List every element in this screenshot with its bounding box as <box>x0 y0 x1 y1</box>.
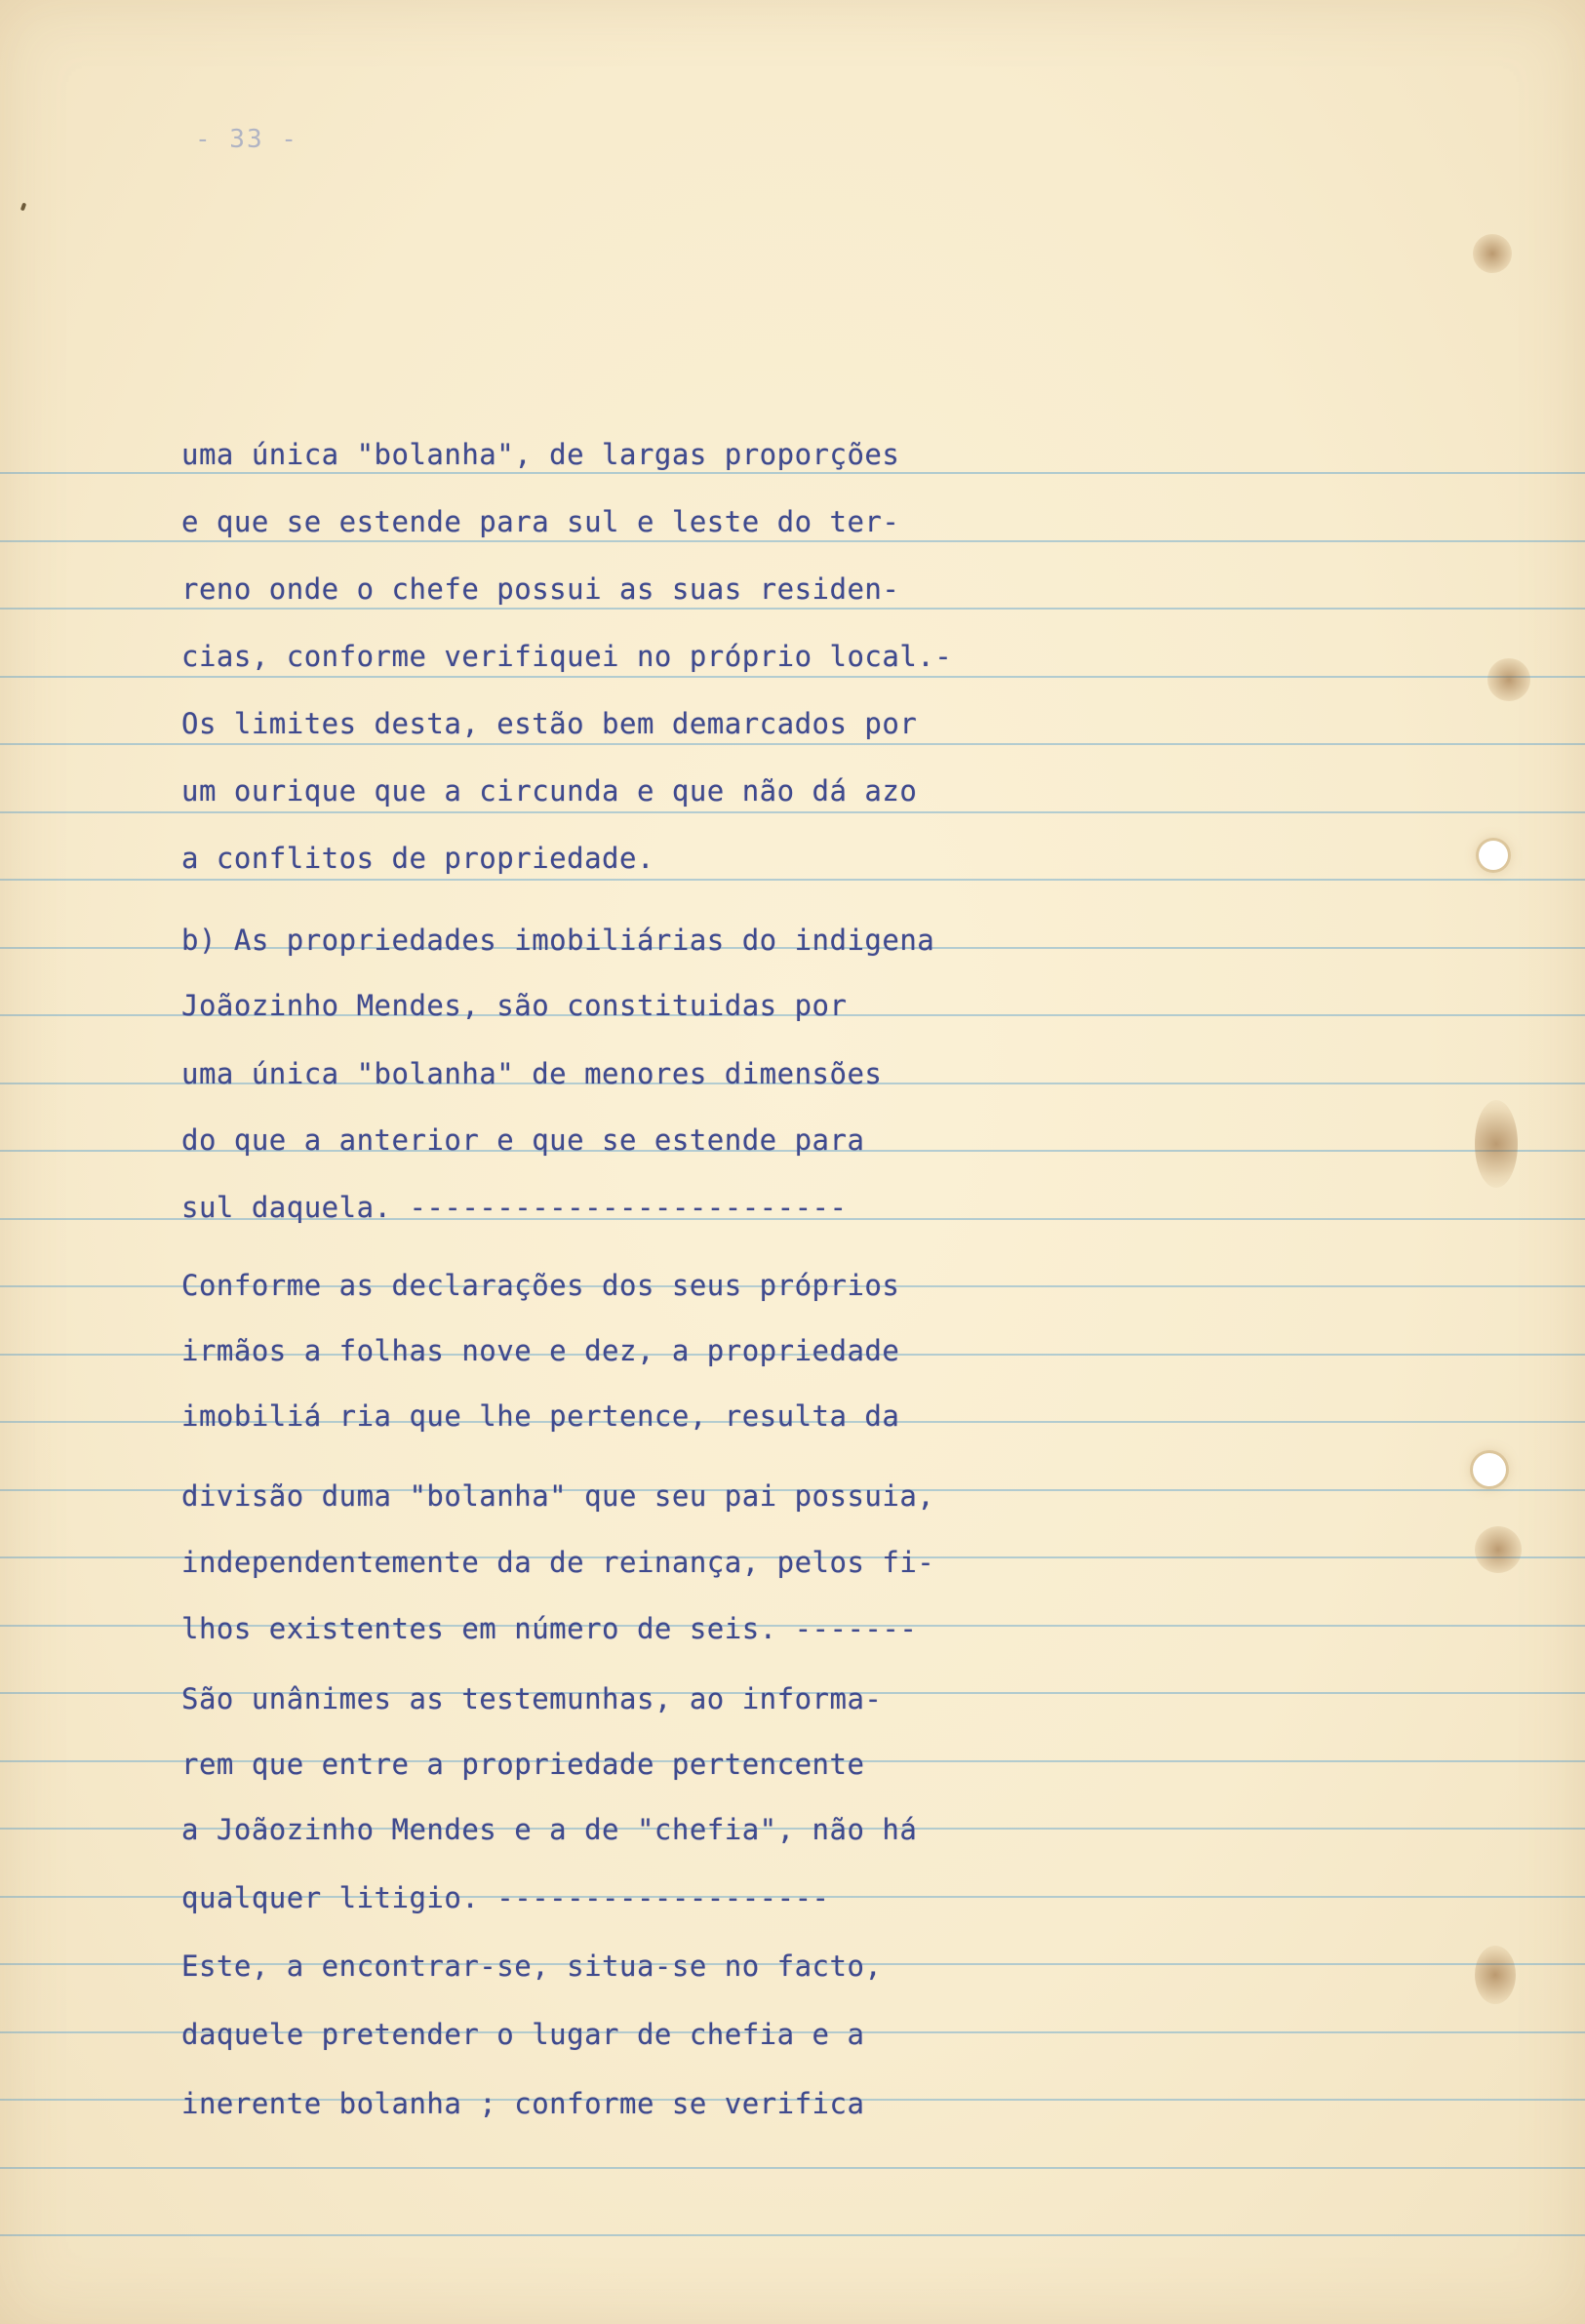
text-line: uma única "bolanha", de largas proporções <box>181 438 900 471</box>
rust-spot <box>1475 1526 1522 1573</box>
text-line: b) As propriedades imobiliárias do indigena <box>181 924 935 957</box>
text-line: a conflitos de propriedade. <box>181 842 654 875</box>
punch-hole <box>1473 1453 1506 1486</box>
ruled-line <box>0 2167 1585 2169</box>
text-line: sul daquela. ------------------------- <box>181 1191 848 1224</box>
ruled-line <box>0 540 1585 542</box>
text-line: reno onde o chefe possui as suas residen- <box>181 572 900 606</box>
ruled-line <box>0 879 1585 881</box>
text-line: a Joãozinho Mendes e a de "chefia", não há <box>181 1813 918 1846</box>
text-line: e que se estende para sul e leste do ter- <box>181 505 900 538</box>
text-line: irmãos a folhas nove e dez, a propriedade <box>181 1334 900 1367</box>
rust-spot <box>1475 1946 1516 2004</box>
ink-mark <box>20 203 26 212</box>
text-line: independentemente da de reinança, pelos fi- <box>181 1546 935 1579</box>
page-number: - 33 - <box>195 125 298 154</box>
ruled-line <box>0 743 1585 745</box>
ruled-line <box>0 608 1585 610</box>
rust-spot <box>1473 234 1512 273</box>
text-line: Conforme as declarações dos seus próprios <box>181 1269 900 1302</box>
text-line: São unânimes as testemunhas, ao informa- <box>181 1682 883 1715</box>
text-line: divisão duma "bolanha" que seu pai possuia, <box>181 1479 935 1513</box>
punch-hole <box>1479 841 1508 870</box>
ruled-line <box>0 811 1585 813</box>
ruled-line <box>0 472 1585 474</box>
ruled-line <box>0 676 1585 678</box>
text-line: qualquer litigio. ------------------- <box>181 1881 830 1914</box>
text-line: cias, conforme verifiquei no próprio local.- <box>181 640 953 673</box>
text-line: inerente bolanha ; conforme se verifica <box>181 2087 865 2120</box>
rust-spot <box>1487 658 1530 701</box>
text-line: do que a anterior e que se estende para <box>181 1123 865 1157</box>
text-line: Este, a encontrar-se, situa-se no facto, <box>181 1950 883 1983</box>
text-line: Joãozinho Mendes, são constituidas por <box>181 989 848 1022</box>
ruled-line <box>0 2234 1585 2236</box>
text-line: Os limites desta, estão bem demarcados por <box>181 707 918 740</box>
text-line: imobiliá ria que lhe pertence, resulta da <box>181 1399 900 1433</box>
text-line: daquele pretender o lugar de chefia e a <box>181 2018 865 2051</box>
text-line: lhos existentes em número de seis. ------- <box>181 1612 918 1645</box>
rust-spot <box>1475 1100 1518 1188</box>
text-line: um ourique que a circunda e que não dá azo <box>181 774 918 807</box>
text-line: rem que entre a propriedade pertencente <box>181 1748 865 1781</box>
text-line: uma única "bolanha" de menores dimensões <box>181 1057 883 1090</box>
